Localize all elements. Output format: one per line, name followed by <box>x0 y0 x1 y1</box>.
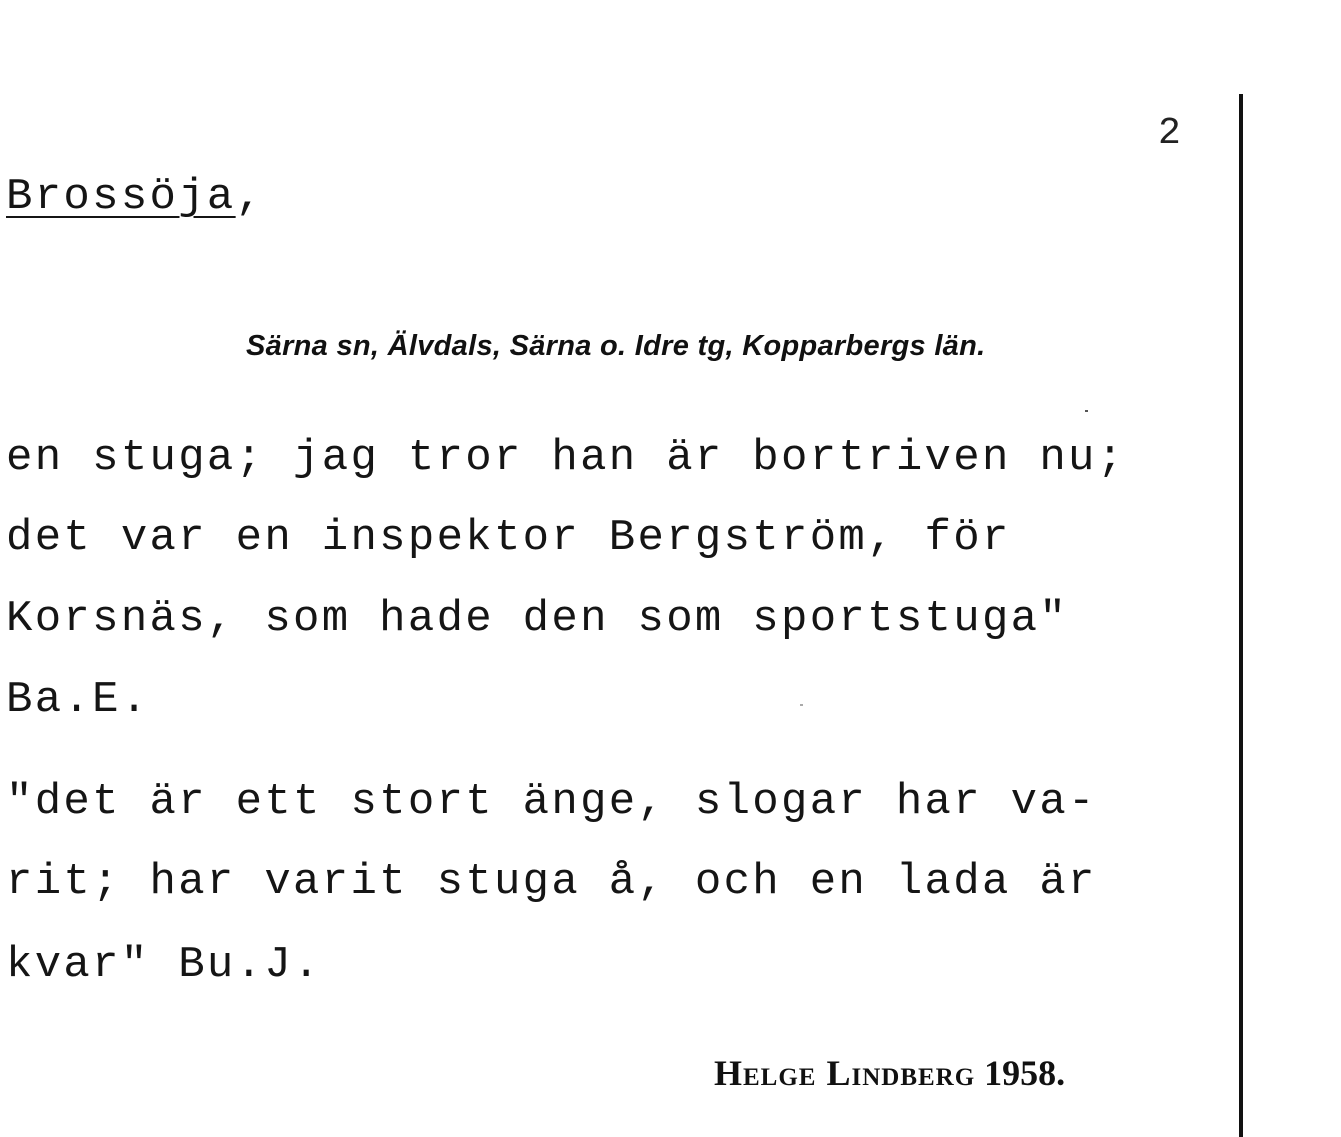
headword-punctuation: , <box>235 172 265 222</box>
informant-code: Ba.E. <box>6 675 150 725</box>
body-line: "det är ett stort änge, slogar har va- <box>6 777 1097 827</box>
page-number: 2 <box>1158 112 1181 155</box>
body-line: det var en inspektor Bergström, för <box>6 513 1011 563</box>
collection-year: 1958. <box>984 1053 1066 1093</box>
body-line: kvar" Bu.J. <box>6 940 322 990</box>
collector-name: Helge Lindberg <box>714 1053 976 1093</box>
body-line: Korsnäs, som hade den som sportstuga" <box>6 594 1069 644</box>
location-stamp: Särna sn, Älvdals, Särna o. Idre tg, Kopparbergs län. <box>246 330 986 362</box>
headword: Brossöja <box>6 172 236 222</box>
scan-speck <box>800 704 803 706</box>
margin-rule <box>1239 94 1243 1137</box>
body-line: en stuga; jag tror han är bortriven nu; <box>6 433 1126 483</box>
headword-line <box>6 172 264 222</box>
scan-speck <box>1085 410 1088 412</box>
collector-signature <box>714 1052 1065 1094</box>
body-line: rit; har varit stuga å, och en lada är <box>6 857 1097 907</box>
